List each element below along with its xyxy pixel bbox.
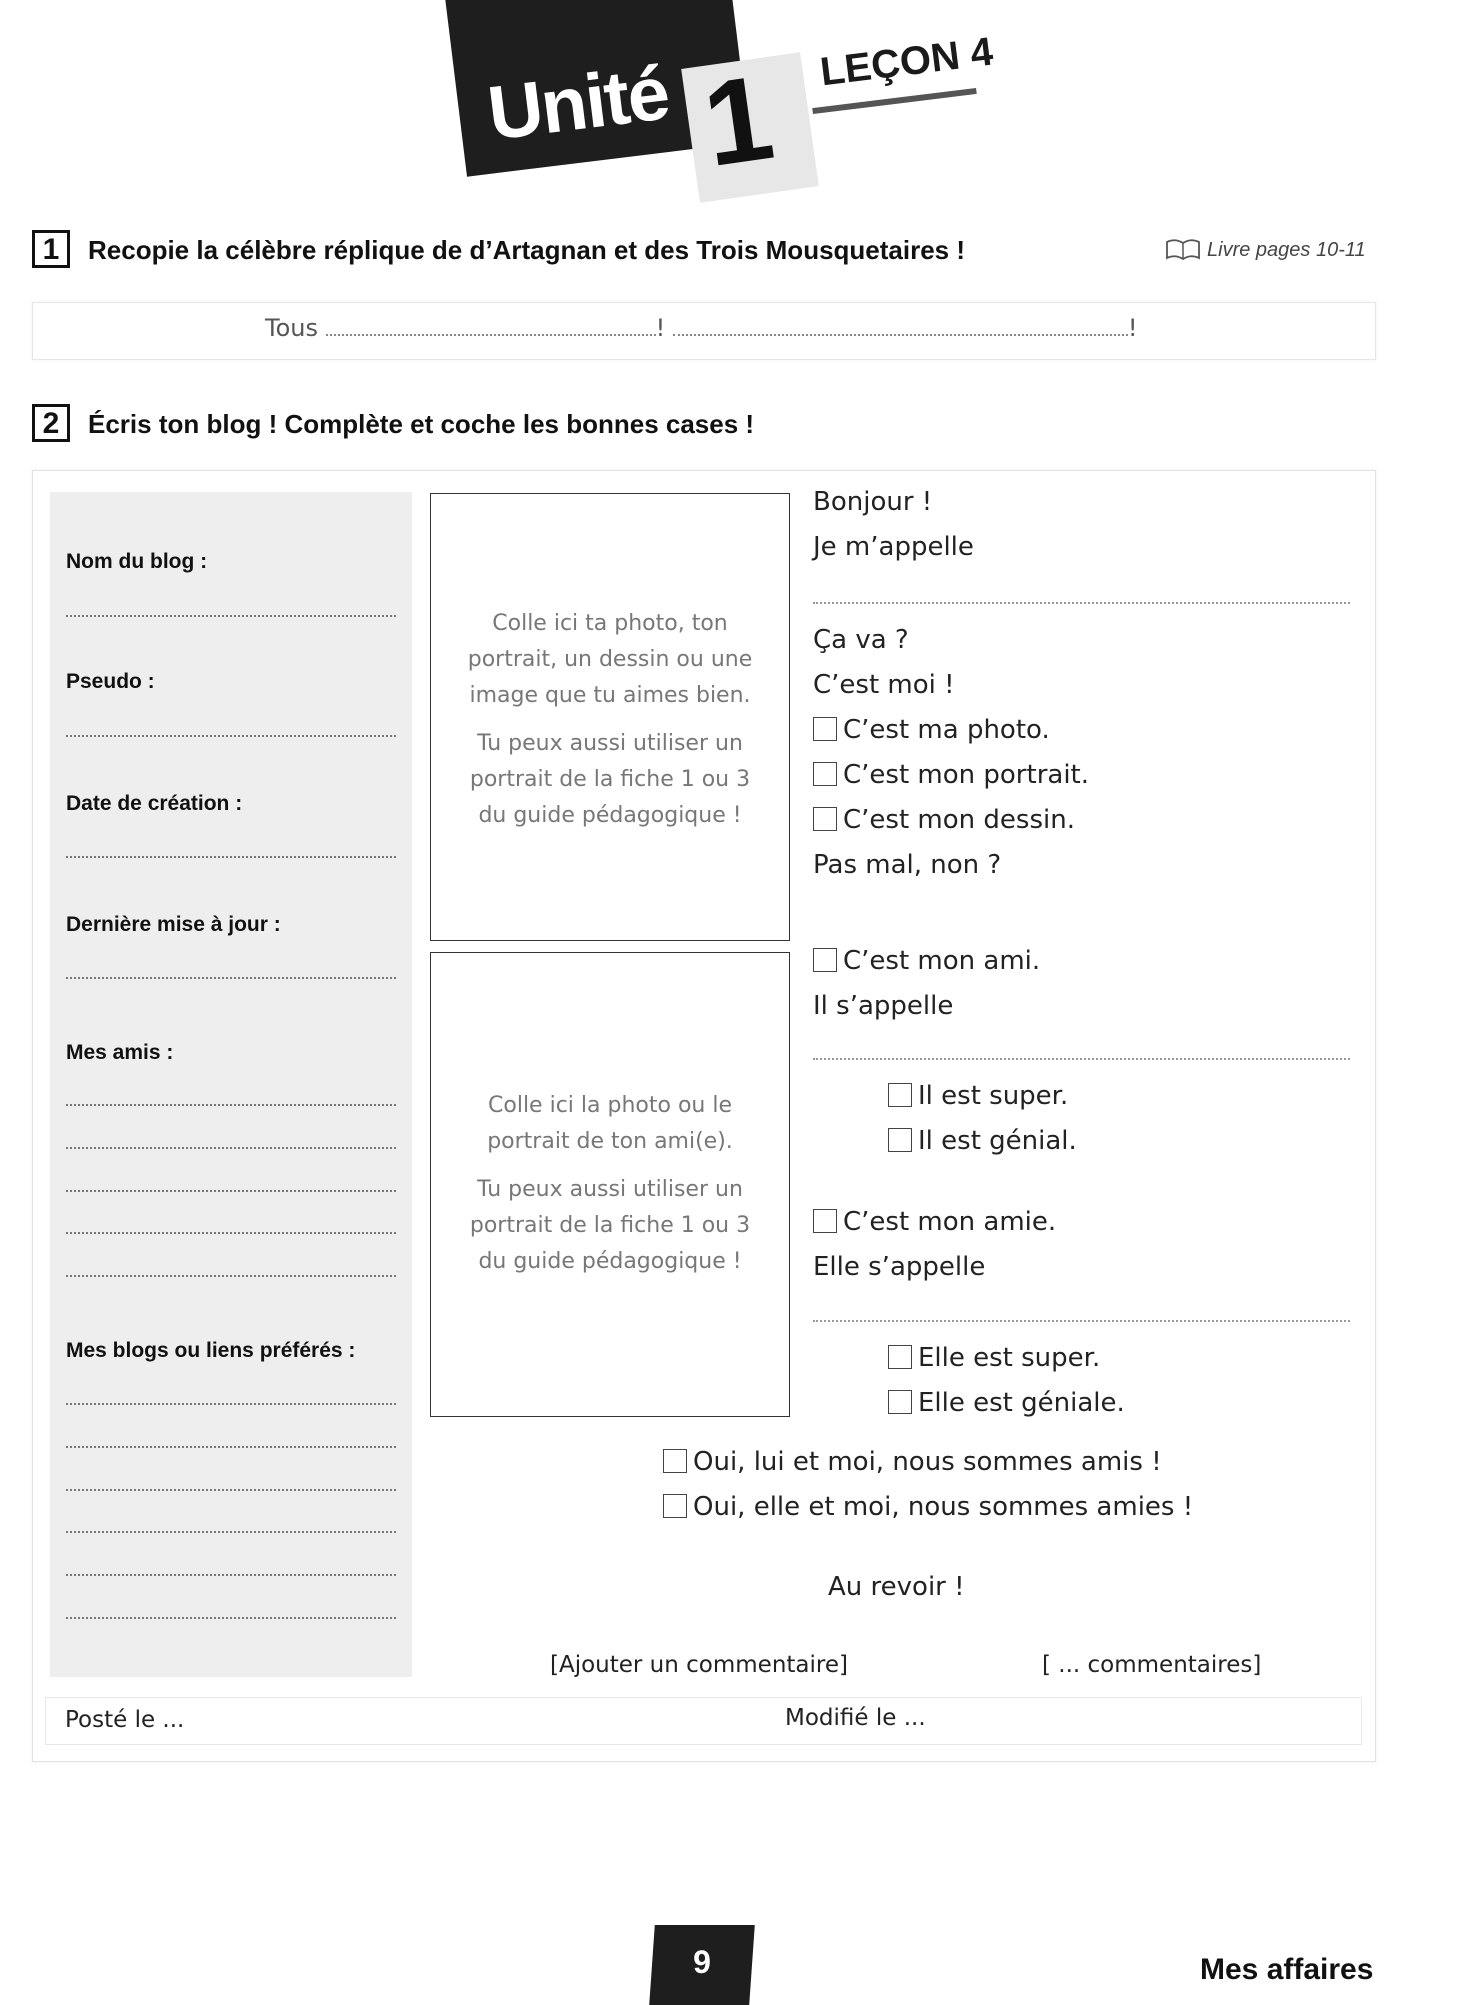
option-photo-label: C’est ma photo. [843,715,1050,745]
option-friend-m-great[interactable] [888,1126,1077,1156]
name-intro: Je m’appelle [813,532,974,562]
photo-friend-instruction: Colle ici la photo ou le portrait de ton ami(e). [487,1093,733,1154]
modified-date: Modifié le ... [785,1705,926,1731]
exercise-1-number: 1 [32,230,70,268]
exclamation-2: ! [1127,314,1138,342]
answer-line[interactable] [265,314,1138,342]
answer-blank-1[interactable] [326,334,656,336]
friend-m-name-field[interactable] [813,1058,1350,1060]
option-friends-m-checkbox[interactable] [663,1449,687,1473]
friend-m-name-intro: Il s’appelle [813,991,954,1021]
exclamation-1: ! [655,314,666,342]
friend-f-name-field[interactable] [813,1320,1350,1322]
unit-label: Unité [483,50,673,157]
add-comment-link[interactable]: [Ajouter un commentaire] [550,1652,848,1678]
creation-date-field[interactable] [66,856,396,858]
option-friend-m-super-label: Il est super. [918,1081,1069,1111]
friends-field-3[interactable] [66,1190,396,1192]
option-friends-m[interactable] [663,1447,1162,1477]
option-friends-m-label: Oui, lui et moi, nous sommes amis ! [693,1447,1162,1477]
option-friend-m-label: C’est mon ami. [843,946,1041,976]
book-reference [1165,238,1366,262]
exercise-2-number: 2 [32,404,70,442]
photo-placeholder-friend[interactable] [430,952,790,1417]
blog-name-label: Nom du blog : [66,550,208,573]
option-friend-f-super-label: Elle est super. [918,1343,1101,1373]
option-friend-m-checkbox[interactable] [813,948,837,972]
comments-count-link[interactable]: [ ... commentaires] [1042,1652,1262,1678]
option-friend-m-super[interactable] [888,1081,1068,1111]
option-friend-f-super-checkbox[interactable] [888,1345,912,1369]
friends-label: Mes amis : [66,1041,174,1064]
exercise-1-instruction: Recopie la célèbre réplique de d’Artagnan et des Trois Mousquetaires ! [88,235,966,265]
option-portrait[interactable] [813,760,1089,790]
friends-field-5[interactable] [66,1275,396,1277]
option-portrait-label: C’est mon portrait. [843,760,1089,790]
exercise-2-instruction: Écris ton blog ! Complète et coche les bonnes cases ! [88,409,755,439]
lesson-title: LEÇON 4 [817,29,996,95]
not-bad: Pas mal, non ? [813,850,1002,880]
post-footer-bar [45,1697,1362,1745]
book-ref-text: Livre pages 10-11 [1207,238,1366,261]
photo-placeholder-self[interactable] [430,493,790,941]
photo-friend-alternative: Tu peux aussi utiliser un portrait de la fiche 1 ou 3 du guide pédagogique ! [469,1177,751,1274]
unit-number: 1 [696,50,781,192]
favorite-links-label: Mes blogs ou liens préférés : [66,1339,356,1362]
links-field-5[interactable] [66,1574,396,1576]
page-number: 9 [693,1944,711,1980]
photo-self-instruction: Colle ici ta photo, ton portrait, un dessin ou une image que tu aimes bien. [467,611,753,708]
section-title: Mes affaires [1200,1953,1374,1986]
answer-blank-2[interactable] [673,334,1128,336]
option-photo[interactable] [813,715,1050,745]
option-friend-f-label: C’est mon amie. [843,1207,1057,1237]
friend-f-name-intro: Elle s’appelle [813,1252,986,1282]
name-field[interactable] [813,602,1350,604]
option-friend-f[interactable] [813,1207,1056,1237]
option-friend-m-super-checkbox[interactable] [888,1083,912,1107]
last-update-label: Dernière mise à jour : [66,913,281,936]
option-friend-f-great-label: Elle est géniale. [918,1388,1125,1418]
answer-start: Tous [265,314,318,342]
its-me: C’est moi ! [813,670,955,700]
links-field-3[interactable] [66,1489,396,1491]
option-friends-f[interactable] [663,1492,1193,1522]
goodbye: Au revoir ! [828,1572,965,1602]
book-icon [1165,238,1201,262]
option-drawing-checkbox[interactable] [813,807,837,831]
pseudo-label: Pseudo : [66,670,155,693]
greeting: Bonjour ! [813,487,933,517]
blog-name-field[interactable] [66,615,396,617]
creation-date-label: Date de création : [66,792,243,815]
posted-date: Posté le ... [65,1707,185,1733]
option-drawing[interactable] [813,805,1075,835]
links-field-1[interactable] [66,1403,396,1405]
pseudo-field[interactable] [66,735,396,737]
friends-field-4[interactable] [66,1232,396,1234]
friends-field-2[interactable] [66,1147,396,1149]
option-friend-f-great-checkbox[interactable] [888,1390,912,1414]
photo-self-alternative: Tu peux aussi utiliser un portrait de la fiche 1 ou 3 du guide pédagogique ! [469,731,751,828]
links-field-6[interactable] [66,1617,396,1619]
links-field-4[interactable] [66,1531,396,1533]
option-drawing-label: C’est mon dessin. [843,805,1075,835]
option-friend-m-great-label: Il est génial. [918,1126,1077,1156]
how-are-you: Ça va ? [813,625,909,655]
friends-field-1[interactable] [66,1104,396,1106]
option-photo-checkbox[interactable] [813,717,837,741]
option-friend-f-super[interactable] [888,1343,1100,1373]
last-update-field[interactable] [66,977,396,979]
option-portrait-checkbox[interactable] [813,762,837,786]
option-friend-f-great[interactable] [888,1388,1125,1418]
option-friends-f-checkbox[interactable] [663,1494,687,1518]
option-friend-m[interactable] [813,946,1040,976]
option-friends-f-label: Oui, elle et moi, nous sommes amies ! [693,1492,1194,1522]
option-friend-m-great-checkbox[interactable] [888,1128,912,1152]
option-friend-f-checkbox[interactable] [813,1209,837,1233]
links-field-2[interactable] [66,1446,396,1448]
